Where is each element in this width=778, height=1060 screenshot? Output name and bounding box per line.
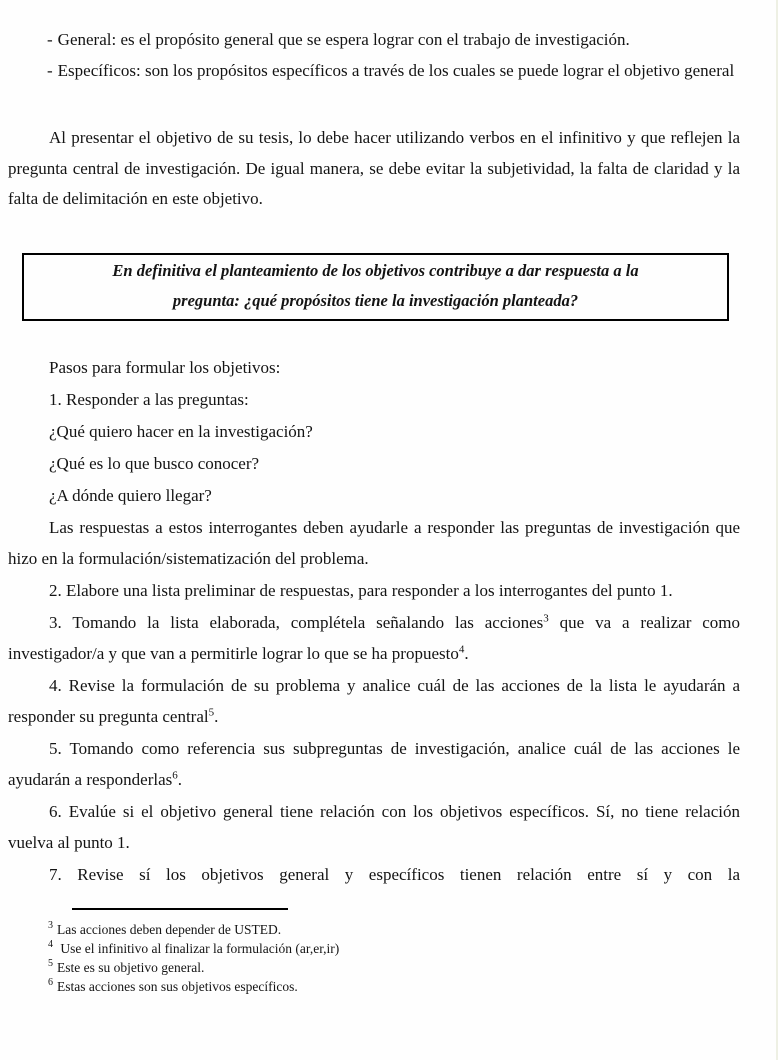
- step-6: 6. Evalúe si el objetivo general tiene relación con los objetivos específicos. Sí, no tiene relación vuelva al punto 1.: [8, 801, 740, 852]
- footnote-text: Las acciones deben depender de USTED.: [57, 921, 282, 937]
- footnote-ref-6: 6: [172, 768, 178, 781]
- list-item-general: [8, 25, 740, 56]
- footnote-ref-4: 4: [458, 642, 465, 655]
- step-3-text: 3. Tomando la lista elaborada, complétela señalando las acciones: [49, 612, 544, 632]
- steps-heading: Pasos para formular los objetivos:: [49, 357, 281, 377]
- objective-types-list: [8, 25, 740, 86]
- step-3: [8, 607, 740, 669]
- question-2: ¿Qué es lo que busco conocer?: [49, 453, 260, 473]
- footnote-separator: [72, 908, 288, 910]
- responses-note: Las respuestas a estos interrogantes deben ayudarle a responder las preguntas de investigación que hizo en la formulación/sistematización del problema.: [8, 517, 740, 568]
- step-2: 2. Elabore una lista preliminar de respuestas, para responder a los interrogantes del punto 1.: [49, 580, 673, 600]
- bullet-dash: -: [47, 60, 53, 80]
- footnote-number: 3: [48, 920, 53, 931]
- bullet-text: General: es el propósito general que se espera lograr con el trabajo de investigación.: [57, 30, 630, 49]
- step-4-text: 4. Revise la formulación de su problema y analice cuál de las acciones de la lista le ayudarán a responder su pregunta central: [8, 675, 740, 726]
- step-7: 7. Revise sí los objetivos general y específicos tienen relación entre sí y con la: [49, 864, 740, 884]
- steps-section: [8, 352, 740, 890]
- question-1: ¿Qué quiero hacer en la investigación?: [49, 421, 313, 441]
- highlight-box: [22, 253, 729, 321]
- step-1: 1. Responder a las preguntas:: [49, 389, 249, 409]
- footnote-text: Estas acciones son sus objetivos específicos.: [57, 978, 298, 994]
- footnote-text: Este es su objetivo general.: [57, 959, 205, 975]
- step-5: [8, 733, 740, 795]
- footnote-3: [48, 920, 740, 939]
- step-4: [8, 670, 740, 732]
- footnote-number: 6: [48, 977, 53, 988]
- highlight-box-line: pregunta: ¿qué propósitos tiene la investigación planteada?: [172, 291, 579, 310]
- highlight-box-line: En definitiva el planteamiento de los objetivos contribuye a dar respuesta a la: [112, 260, 639, 280]
- step-3-text: .: [464, 643, 469, 663]
- bullet-text: Específicos: son los propósitos específicos a través de los cuales se puede lograr el objetivo general: [57, 60, 735, 80]
- footnote-ref-3: 3: [543, 611, 549, 624]
- question-3: ¿A dónde quiero llegar?: [49, 485, 212, 505]
- step-3-text: que va a realizar como investigador/a y que van a permitirle lograr lo que se ha propuesto: [8, 612, 741, 663]
- footnote-text: Use el infinitivo al finalizar la formulación (ar,er,ir): [57, 940, 340, 956]
- step-5-text: .: [177, 769, 183, 789]
- footnotes: [48, 920, 740, 996]
- intro-paragraph: Al presentar el objetivo de su tesis, lo debe hacer utilizando verbos en el infinitivo y que reflejen la pregunta central de investigación. De igual manera, se debe evitar la subjetividad, la falta de claridad y la falta de delimitación en este objetivo.: [8, 128, 740, 208]
- bullet-dash: -: [47, 30, 53, 49]
- step-4-text: .: [214, 706, 219, 726]
- footnote-6: [48, 977, 740, 996]
- footnote-number: 4: [48, 939, 53, 950]
- list-item-especificos: [8, 56, 740, 87]
- footnote-4: [48, 939, 740, 958]
- footnote-5: [48, 958, 740, 977]
- step-5-text: 5. Tomando como referencia sus subpreguntas de investigación, analice cuál de las acciones le ayudarán a responderlas: [8, 738, 740, 789]
- footnote-ref-5: 5: [208, 705, 215, 718]
- footnote-number: 5: [48, 958, 53, 969]
